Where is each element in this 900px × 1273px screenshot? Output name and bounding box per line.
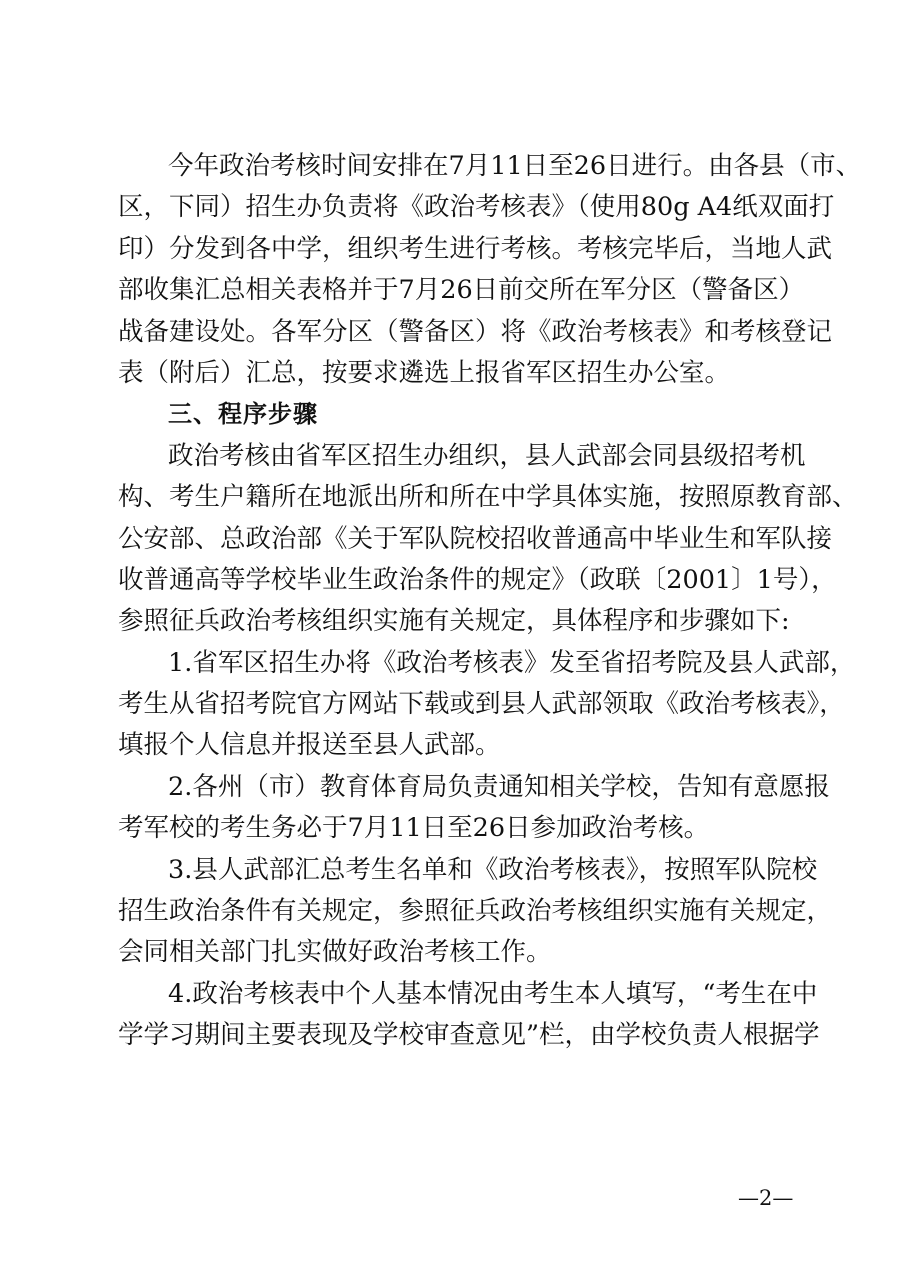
text-line: 考军校的考生务必于7月11日至26日参加政治考核。 (118, 813, 710, 844)
text-line: 印）分发到各中学，组织考生进行考核。考核完毕后，当地人武 (118, 233, 833, 264)
section-heading: 三、程序步骤 (168, 400, 318, 429)
text-line: 战备建设处。各军分区（警备区）将《政治考核表》和考核登记 (118, 316, 833, 347)
text-line: 区，下同）招生办负责将《政治考核表》（使用80g A4纸双面打 (118, 192, 835, 223)
body-text (118, 147, 862, 1058)
text-line: 参照征兵政治考核组织实施有关规定，具体程序和步骤如下: (118, 606, 790, 637)
text-line: 公安部、总政治部《关于军队院校招收普通高中毕业生和军队接 (118, 523, 833, 554)
text-line: 4.政治考核表中个人基本情况由考生本人填写，“考生在中 (168, 978, 818, 1009)
text-line: 部收集汇总相关表格并于7月26日前交所在军分区（警备区） (118, 275, 805, 306)
text-line: 3.县人武部汇总考生名单和《政治考核表》，按照军队院校 (168, 854, 818, 885)
text-line: 1.省军区招生办将《政治考核表》发至省招考院及县人武部， (168, 647, 856, 678)
text-line: 会同相关部门扎实做好政治考核工作。 (118, 937, 552, 968)
page-number: —2— (738, 1186, 794, 1210)
text-line: 政治考核由省军区招生办组织，县人武部会同县级招考机 (168, 440, 806, 471)
text-line: 考生从省招考院官方网站下载或到县人武部领取《政治考核表》， (118, 689, 845, 720)
text-line: 填报个人信息并报送至县人武部。 (118, 730, 501, 761)
text-line: 招生政治条件有关规定，参照征兵政治考核组织实施有关规定， (118, 896, 833, 927)
text-line: 表（附后）汇总，按要求遴选上报省军区招生办公室。 (118, 357, 731, 388)
text-line: 今年政治考核时间安排在7月11日至26日进行。由各县（市、 (168, 151, 862, 181)
text-line: 学学习期间主要表现及学校审查意见”栏，由学校负责人根据学 (118, 1020, 820, 1051)
text-line: 构、考生户籍所在地派出所和所在中学具体实施，按照原教育部、 (118, 482, 858, 513)
text-line: 收普通高等学校毕业生政治条件的规定》（政联〔2001〕1号）， (118, 564, 837, 595)
text-line: 2.各州（市）教育体育局负责通知相关学校，告知有意愿报 (168, 771, 830, 802)
